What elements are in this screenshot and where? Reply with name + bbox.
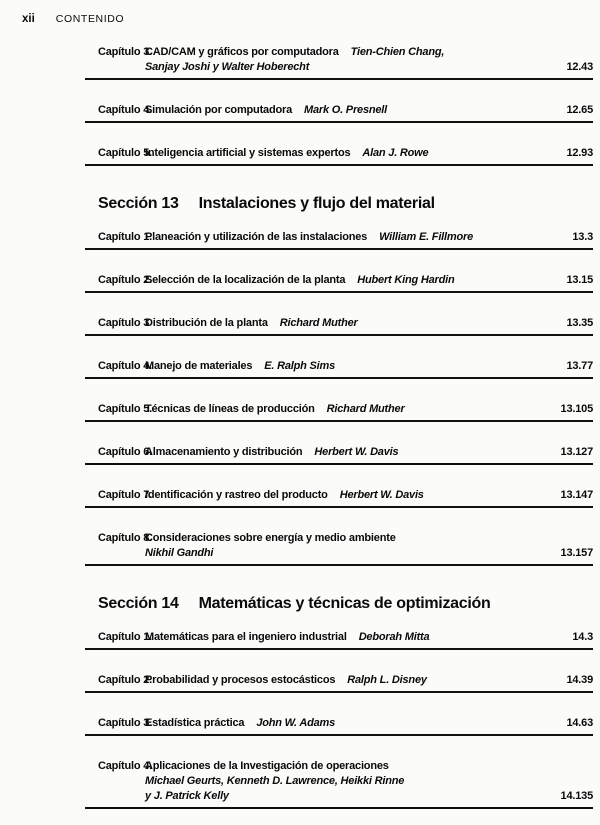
chapter-title: Técnicas de líneas de producción bbox=[145, 403, 315, 415]
entry-lines bbox=[145, 359, 593, 374]
chapter-title: Identificación y rastreo del producto bbox=[145, 489, 328, 501]
page-header bbox=[22, 13, 124, 25]
entry-line bbox=[145, 402, 547, 417]
chapter-label: Capítulo 5. bbox=[98, 403, 153, 415]
chapter-author: Sanjay Joshi y Walter Hoberecht bbox=[145, 61, 310, 73]
chapter-author: John W. Adams bbox=[256, 717, 336, 729]
entry-body bbox=[98, 45, 593, 75]
chapter-label: Capítulo 5. bbox=[98, 147, 153, 159]
chapter-title: Aplicaciones de la Investigación de operaciones bbox=[145, 760, 389, 772]
entry-body bbox=[98, 146, 593, 161]
toc-entry bbox=[85, 402, 593, 422]
chapter-author: Richard Muther bbox=[326, 403, 405, 415]
toc-entry bbox=[85, 673, 593, 693]
chapter-title: Consideraciones sobre energía y medio ambiente bbox=[145, 532, 396, 544]
chapter-author: E. Ralph Sims bbox=[264, 360, 336, 372]
chapter-title: Probabilidad y procesos estocásticos bbox=[145, 674, 336, 686]
entry-body bbox=[98, 673, 593, 688]
chapter-author: Alan J. Rowe bbox=[362, 147, 429, 159]
chapter-title: Almacenamiento y distribución bbox=[145, 446, 303, 458]
toc-entry bbox=[85, 230, 593, 250]
entry-body bbox=[98, 759, 593, 804]
chapter-title: CAD/CAM y gráficos por computadora bbox=[145, 46, 339, 58]
toc-entry bbox=[85, 45, 593, 80]
entry-line bbox=[145, 60, 547, 75]
entry-lines bbox=[145, 759, 593, 804]
page-number: 13.3 bbox=[572, 231, 593, 243]
entry-body bbox=[98, 716, 593, 731]
entry-line bbox=[145, 230, 547, 245]
chapter-author: William E. Fillmore bbox=[379, 231, 473, 243]
page-number: 14.3 bbox=[572, 631, 593, 643]
toc-entry bbox=[85, 445, 593, 465]
entry-body bbox=[98, 445, 593, 460]
entry-line bbox=[145, 673, 547, 688]
entry-body bbox=[98, 316, 593, 331]
entry-lines bbox=[145, 230, 593, 245]
section-heading bbox=[85, 194, 593, 214]
section-title: Instalaciones y flujo del material bbox=[198, 195, 435, 212]
chapter-label: Capítulo 3. bbox=[98, 717, 153, 729]
chapter-label: Capítulo 2. bbox=[98, 274, 153, 286]
chapter-label: Capítulo 1. bbox=[98, 631, 153, 643]
chapter-title: Planeación y utilización de las instalaciones bbox=[145, 231, 368, 243]
toc-entry bbox=[85, 759, 593, 809]
entry-lines bbox=[145, 531, 593, 561]
entry-lines bbox=[145, 103, 593, 118]
chapter-title: Selección de la localización de la planta bbox=[145, 274, 346, 286]
entry-lines bbox=[145, 146, 593, 161]
page-number: 14.63 bbox=[566, 717, 593, 729]
page-number: 13.15 bbox=[566, 274, 593, 286]
chapter-label: Capítulo 6. bbox=[98, 446, 153, 458]
entry-line bbox=[145, 630, 547, 645]
entry-line bbox=[145, 774, 547, 789]
entry-body bbox=[98, 273, 593, 288]
entry-line bbox=[145, 546, 547, 561]
page-number: 13.127 bbox=[560, 446, 593, 458]
chapter-author: Richard Muther bbox=[279, 317, 358, 329]
page-number: 13.157 bbox=[560, 547, 593, 559]
entry-line bbox=[145, 759, 547, 774]
chapter-author: Ralph L. Disney bbox=[347, 674, 427, 686]
entry-body bbox=[98, 230, 593, 245]
chapter-author: Deborah Mitta bbox=[358, 631, 430, 643]
page-number: 13.77 bbox=[566, 360, 593, 372]
entry-lines bbox=[145, 402, 593, 417]
entry-line bbox=[145, 716, 547, 731]
toc-entry bbox=[85, 273, 593, 293]
entry-body bbox=[98, 531, 593, 561]
section-title: Matemáticas y técnicas de optimización bbox=[198, 595, 491, 612]
chapter-label: Capítulo 2. bbox=[98, 674, 153, 686]
chapter-title: Distribución de la planta bbox=[145, 317, 268, 329]
page-number: 12.65 bbox=[566, 104, 593, 116]
chapter-author: Tien-Chien Chang, bbox=[350, 46, 445, 58]
entry-body bbox=[98, 359, 593, 374]
entry-line bbox=[145, 359, 547, 374]
entry-line bbox=[145, 103, 547, 118]
entry-line bbox=[145, 488, 547, 503]
chapter-label: Capítulo 1. bbox=[98, 231, 153, 243]
folio-page-number: xii bbox=[22, 13, 35, 25]
chapter-title: Inteligencia artificial y sistemas expertos bbox=[145, 147, 351, 159]
toc-entry bbox=[85, 630, 593, 650]
page-number: 14.39 bbox=[566, 674, 593, 686]
toc-list bbox=[85, 45, 593, 809]
page-number: 13.35 bbox=[566, 317, 593, 329]
toc-entry bbox=[85, 146, 593, 166]
entry-lines bbox=[145, 273, 593, 288]
entry-line bbox=[145, 146, 547, 161]
chapter-label: Capítulo 3. bbox=[98, 46, 153, 58]
entry-lines bbox=[145, 630, 593, 645]
chapter-label: Capítulo 4. bbox=[98, 760, 153, 772]
chapter-title: Matemáticas para el ingeniero industrial bbox=[145, 631, 347, 643]
toc-entry bbox=[85, 488, 593, 508]
chapter-author: Herbert W. Davis bbox=[339, 489, 424, 501]
entry-body bbox=[98, 488, 593, 503]
toc-entry bbox=[85, 359, 593, 379]
entry-lines bbox=[145, 316, 593, 331]
chapter-author: Michael Geurts, Kenneth D. Lawrence, Heikki Rinne bbox=[145, 775, 405, 787]
chapter-label: Capítulo 4. bbox=[98, 360, 153, 372]
chapter-author: Nikhil Gandhi bbox=[145, 547, 214, 559]
running-title: CONTENIDO bbox=[55, 13, 125, 25]
entry-lines bbox=[145, 716, 593, 731]
section-label: Sección 14 bbox=[98, 595, 179, 612]
chapter-author: Mark O. Presnell bbox=[304, 104, 388, 116]
entry-line bbox=[145, 445, 547, 460]
page-number: 14.135 bbox=[560, 790, 593, 802]
chapter-label: Capítulo 7. bbox=[98, 489, 153, 501]
entry-body bbox=[98, 103, 593, 118]
section-heading bbox=[85, 594, 593, 614]
toc-entry bbox=[85, 716, 593, 736]
entry-body bbox=[98, 402, 593, 417]
chapter-author: Hubert King Hardin bbox=[357, 274, 455, 286]
entry-line bbox=[145, 45, 547, 60]
entry-line bbox=[145, 531, 547, 546]
page-number: 12.43 bbox=[566, 61, 593, 73]
page-number: 13.105 bbox=[560, 403, 593, 415]
chapter-label: Capítulo 3 bbox=[98, 317, 150, 329]
entry-line bbox=[145, 316, 547, 331]
entry-line bbox=[145, 789, 547, 804]
toc-entry bbox=[85, 316, 593, 336]
toc-entry bbox=[85, 531, 593, 566]
entry-lines bbox=[145, 45, 593, 75]
chapter-author: Herbert W. Davis bbox=[314, 446, 399, 458]
page-number: 12.93 bbox=[566, 147, 593, 159]
entry-body bbox=[98, 630, 593, 645]
toc-entry bbox=[85, 103, 593, 123]
chapter-title: Estadística práctica bbox=[145, 717, 245, 729]
chapter-title: Manejo de materiales bbox=[145, 360, 253, 372]
chapter-label: Capítulo 4. bbox=[98, 104, 153, 116]
chapter-title: Simulación por computadora bbox=[145, 104, 292, 116]
chapter-label: Capítulo 8. bbox=[98, 532, 153, 544]
entry-line bbox=[145, 273, 547, 288]
page-number: 13.147 bbox=[560, 489, 593, 501]
section-label: Sección 13 bbox=[98, 195, 179, 212]
entry-lines bbox=[145, 445, 593, 460]
entry-lines bbox=[145, 488, 593, 503]
chapter-author: y J. Patrick Kelly bbox=[145, 790, 229, 802]
entry-lines bbox=[145, 673, 593, 688]
